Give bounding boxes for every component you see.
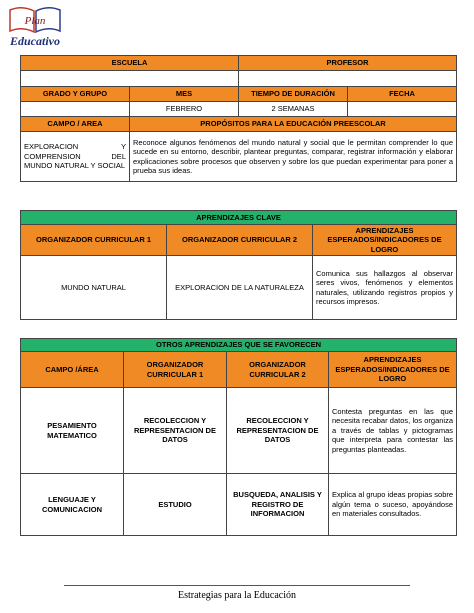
logo-line2: Educativo (10, 34, 60, 48)
org2-value: EXPLORACION DE LA NATURALEZA (167, 256, 313, 320)
logo-line1: Plan (24, 15, 46, 27)
mes-value: FEBRERO (130, 102, 239, 117)
org2-value: RECOLECCION Y REPRESENTACION DE DATOS (227, 388, 329, 474)
aprendizaje-value: Contesta preguntas en las que necesita recabar datos, los organiza a través de tablas y pictogramas que interpreta para contestar las preguntas planteadas. (329, 388, 457, 474)
header-escuela: ESCUELA (21, 56, 239, 71)
footer-divider (64, 585, 410, 586)
profesor-value (239, 71, 457, 87)
header-campo: CAMPO / AREA (21, 117, 130, 132)
proposito-value: Reconoce algunos fenómenos del mundo natural y social que le permitan comprender lo que sucede en su entorno, describir, plantear preguntas, comparar, registrar información y elaborar explicaciones sobre procesos que observen y sobre los que puedan experimentar para poner a prueba sus ideas. (130, 132, 457, 182)
header-fecha: FECHA (348, 87, 457, 102)
org2-value: BUSQUEDA, ANALISIS Y REGISTRO DE INFORMACION (227, 474, 329, 536)
tiempo-value: 2 SEMANAS (239, 102, 348, 117)
footer-text: Estrategias para la Educación (178, 590, 296, 601)
fecha-value (348, 102, 457, 117)
escuela-value (21, 71, 239, 87)
campo-value: PESAMIENTO MATEMATICO (21, 388, 124, 474)
header-aprendizajes: APRENDIZAJES ESPERADOS/INDICADORES DE LOGRO (329, 352, 457, 388)
header-org2: ORGANIZADOR CURRICULAR 2 (227, 352, 329, 388)
header-mes: MES (130, 87, 239, 102)
header-tiempo: TIEMPO DE DURACIÓN (239, 87, 348, 102)
campo-value: EXPLORACION Y COMPRENSION DEL MUNDO NATURAL Y SOCIAL (21, 132, 130, 182)
otros-aprendizajes-table (20, 338, 457, 536)
book-icon (4, 2, 66, 50)
datos-generales-table (20, 55, 457, 182)
plan-educativo-logo (4, 2, 66, 50)
header-grado: GRADO Y GRUPO (21, 87, 130, 102)
org1-value: RECOLECCION Y REPRESENTACION DE DATOS (124, 388, 227, 474)
grado-value (21, 102, 130, 117)
aprendizaje-value: Comunica sus hallazgos al observar seres vivos, fenómenos y elementos naturales, utilizando registros propios y recursos impresos. (313, 256, 457, 320)
aprendizajes-clave-table (20, 210, 457, 320)
campo-value: LENGUAJE Y COMUNICACION (21, 474, 124, 536)
header-campo-area: CAMPO /ÁREA (21, 352, 124, 388)
header-profesor: PROFESOR (239, 56, 457, 71)
header-propositos: PROPÓSITOS PARA LA EDUCACIÓN PREESCOLAR (130, 117, 457, 132)
table-row (21, 388, 457, 474)
header-org1: ORGANIZADOR CURRICULAR 1 (124, 352, 227, 388)
otros-aprendizajes-title: OTROS APRENDIZAJES QUE SE FAVORECEN (21, 339, 457, 352)
aprendizaje-value: Explica al grupo ideas propias sobre algún tema o suceso, apoyándose en materiales consultados. (329, 474, 457, 536)
org1-value: MUNDO NATURAL (21, 256, 167, 320)
table-row (21, 474, 457, 536)
header-org2: ORGANIZADOR CURRICULAR 2 (167, 225, 313, 256)
aprendizajes-clave-title: APRENDIZAJES CLAVE (21, 211, 457, 225)
header-aprendizajes: APRENDIZAJES ESPERADOS/INDICADORES DE LOGRO (313, 225, 457, 256)
org1-value: ESTUDIO (124, 474, 227, 536)
header-org1: ORGANIZADOR CURRICULAR 1 (21, 225, 167, 256)
